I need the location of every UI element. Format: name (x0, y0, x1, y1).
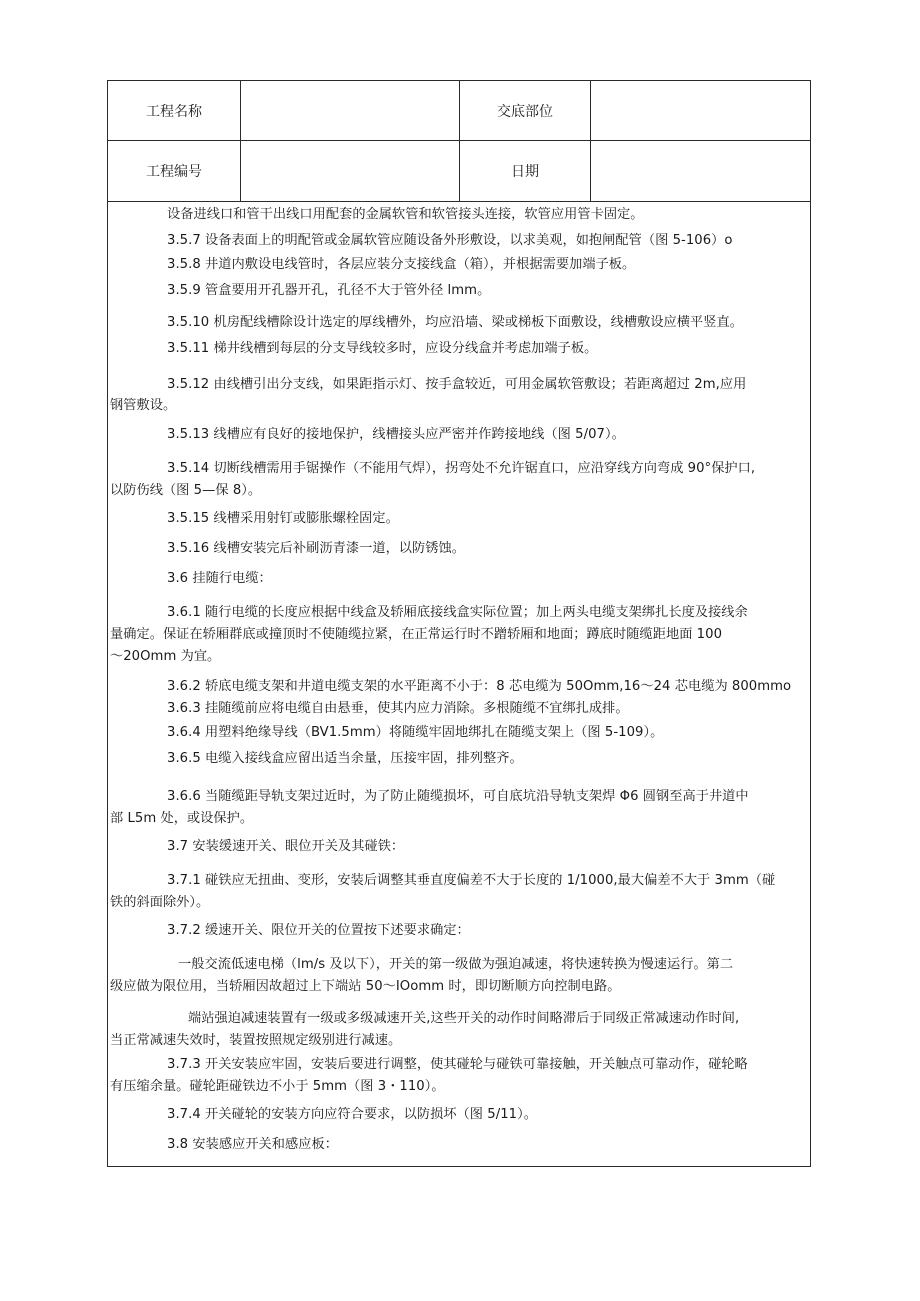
content-line: 设备进线口和管干出线口用配套的金属软管和软管接头连接，软管应用管卡固定。 (167, 207, 644, 222)
content-line: 端站强迫减速装置有一级或多级减速开关,这些开关的动作时间略滞后于同级正常减速动作时间, (188, 1011, 740, 1026)
content-line: 3.6.6 当随缆距导轨支架过近时，为了防止随缆损坏，可自底坑沿导轨支架焊 Φ6 圆钢至高于井道中 (167, 789, 749, 804)
content-line: 级应做为限位用，当轿厢因故超过上下端站 50～IOomm 时，即切断顺方向控制电路。 (110, 979, 621, 994)
content-line: 3.7.1 碰铁应无扭曲、变形，安装后调整其垂直度偏差不大于长度的 1/1000,最大偏差不大于 3mm（碰 (167, 873, 776, 888)
content-line: 3.7.2 缓速开关、限位开关的位置按下述要求确定： (167, 923, 470, 938)
content-line: 3.6.1 随行电缆的长度应根据中线盒及轿厢底接线盒实际位置；加上两头电缆支架绑扎长度及接线余 (167, 605, 748, 620)
content-line: 3.5.15 线槽采用射钉或膨胀螺栓固定。 (167, 511, 399, 526)
content-line: 3.6.5 电缆入接线盒应留出适当余量，压接牢固，排列整齐。 (167, 751, 523, 766)
project-no-label: 工程编号 (108, 141, 241, 201)
header-row-2 (108, 141, 810, 202)
content-line: 铁的斜面除外）。 (110, 895, 210, 910)
content-line: ～20Omm 为宜。 (110, 649, 221, 664)
content-line: 部 L5m 处，或设保护。 (110, 811, 254, 826)
header-row-1 (108, 81, 810, 141)
content-line: 钢管敷设。 (110, 398, 177, 413)
content-line: 3.5.12 由线槽引出分支线，如果距指示灯、按手盒较近，可用金属软管敷设；若距离超过 2m,应用 (167, 377, 747, 392)
content-line: 3.6 挂随行电缆： (167, 571, 272, 586)
content-line: 3.7.4 开关碰轮的安装方向应符合要求，以防损坏（图 5/11）。 (167, 1107, 537, 1122)
content-line: 量确定。保证在轿厢群底或撞顶时不使随缆拉紧，在正常运行时不蹭轿厢和地面；蹲底时随缆距地面 100 (110, 627, 723, 642)
content-line: 3.5.8 井道内敷设电线管时，各层应装分支接线盒（箱），并根据需要加端子板。 (167, 257, 636, 272)
content-line: 当正常减速失效时，装置按照规定级别进行减速。 (110, 1033, 402, 1048)
content-line: 3.8 安装感应开关和感应板： (167, 1137, 338, 1152)
content-line: 以防伤线（图 5—保 8）。 (110, 483, 262, 498)
content-line: 3.5.14 切断线槽需用手锯操作（不能用气焊），拐弯处不允许锯直口，应沿穿线方向弯成 90°保护口, (167, 461, 756, 476)
content-line: 3.6.4 用塑料绝缘导线（BV1.5mm）将随缆牢固地绑扎在随缆支架上（图 5-109）。 (167, 725, 664, 740)
content-line: 3.5.13 线槽应有良好的接地保护，线槽接头应严密并作跨接地线（图 5/07）。 (167, 427, 625, 442)
handover-part-label: 交底部位 (460, 81, 591, 140)
content-line: 3.5.10 机房配线槽除设计选定的厚线槽外，均应沿墙、梁或梯板下面敷设，线槽敷设应横平竖直。 (167, 315, 743, 330)
content-line: 3.5.16 线槽安装完后补刷沥青漆一道，以防锈蚀。 (167, 541, 465, 556)
content-line: 3.7.3 开关安装应牢固，安装后要进行调整，使其碰轮与碰铁可靠接触，开关触点可靠动作，碰轮略 (167, 1057, 748, 1072)
content-line: 3.6.2 轿底电缆支架和井道电缆支架的水平距离不小于：8 芯电缆为 50Omm,16～24 芯电缆为 800mmo (167, 679, 792, 694)
project-no-field[interactable] (241, 141, 460, 201)
content-line: 3.5.11 梯井线槽到每层的分支导线较多时，应设分线盒并考虑加端子板。 (167, 341, 598, 356)
content-line: 一般交流低速电梯（lm/s 及以下），开关的第一级做为强迫减速，将快速转换为慢速运行。第二 (178, 957, 734, 972)
project-name-label: 工程名称 (108, 81, 241, 140)
content-line: 3.5.7 设备表面上的明配管或金属软管应随设备外形敷设，以求美观，如抱闸配管（图 5-106）o (167, 233, 733, 248)
date-label: 日期 (460, 141, 591, 201)
project-name-field[interactable] (241, 81, 460, 140)
handover-form (107, 80, 811, 1167)
date-field[interactable] (591, 141, 810, 201)
content-line: 有压缩余量。碰轮距碰铁边不小于 5mm（图 3・110）。 (110, 1079, 445, 1094)
content-line: 3.5.9 管盒要用开孔器开孔，孔径不大于管外径 lmm。 (167, 283, 491, 298)
content-line: 3.7 安装缓速开关、眼位开关及其碰铁： (167, 839, 405, 854)
handover-part-field[interactable] (591, 81, 810, 140)
content-line: 3.6.3 挂随缆前应将电缆自由悬垂，使其内应力消除。多根随缆不宜绑扎成排。 (167, 701, 629, 716)
